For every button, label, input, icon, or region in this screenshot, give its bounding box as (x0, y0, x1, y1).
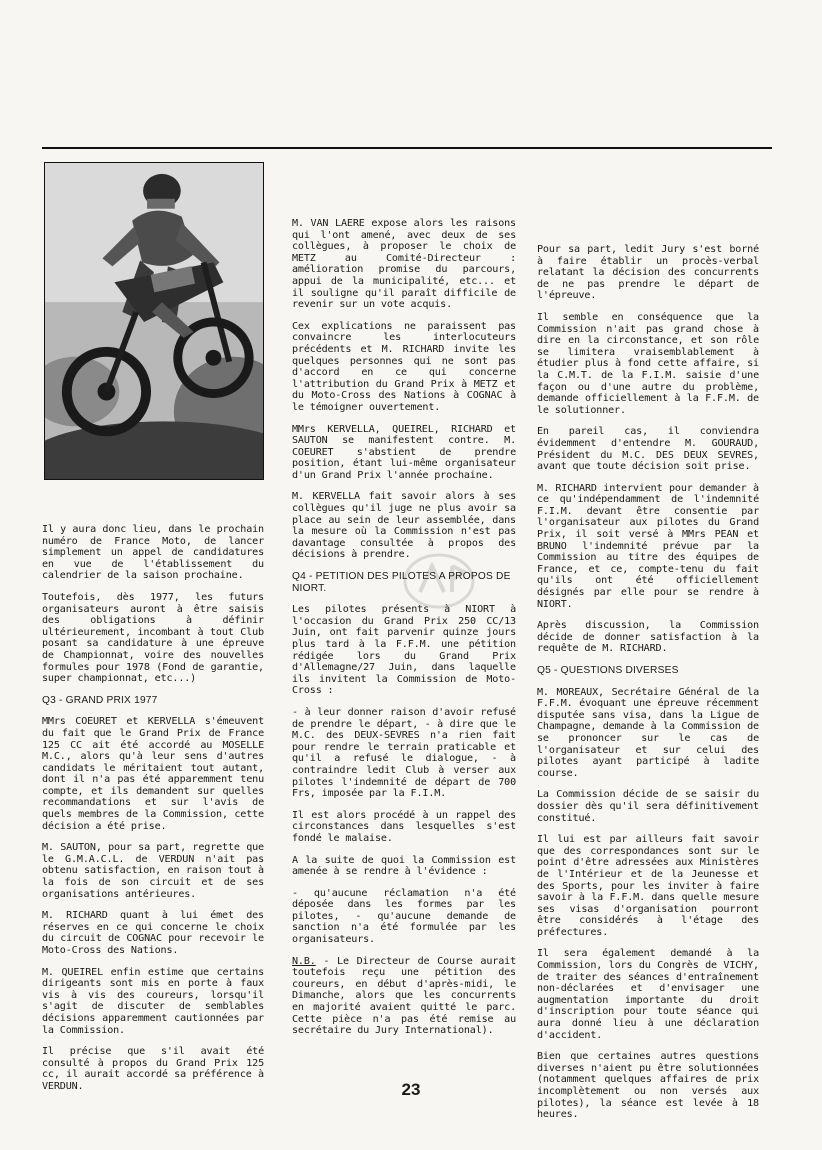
paragraph: M. VAN LAERE expose alors les raisons qui l'ont amené, avec deux de ses collègues, à proposer le choix de METZ au Comité-Directeur : amélioration promise du parcours, appui de la municipalité, etc... et il souligne qu'il paraît difficile de revenir sur un vote acquis. (292, 218, 516, 311)
column-3 (537, 244, 759, 1131)
paragraph: La Commission décide de se saisir du dossier dès qu'il sera définitivement constitué. (537, 789, 759, 824)
paragraph: En pareil cas, il conviendra évidemment d'entendre M. GOURAUD, Président du M.C. DES DEUX SEVRES, avant que toute décision soit prise. (537, 426, 759, 473)
paragraph: Il lui est par ailleurs fait savoir que des correspondances sont sur le point d'être adressées aux Ministères de l'Intérieur et de la Jeunesse et des Sports, pour les inviter à faire savoir à la F.F.M. dans quelle mesure ses visas d'organisation pourront être considérés à l'étage des préfectures. (537, 834, 759, 938)
column-2 (292, 218, 516, 1047)
paragraph: M. RICHARD quant à lui émet des réserves en ce qui concerne le choix du circuit de COGNAC pour recevoir le Moto-Cross des Nations. (42, 910, 264, 956)
paragraph: Il semble en conséquence que la Commission n'ait pas grand chose à dire en la circonstance, et son rôle se limitera vraisemblablement à étudier plus à fond cette affaire, si la C.M.T. de la F.I.M. saisie d'une façon ou d'une autre du problème, demande officiellement à la F.F.M. de le solutionner. (537, 311, 759, 416)
nb-label: N.B. (292, 955, 316, 967)
paragraph: M. KERVELLA fait savoir alors à ses collègues qu'il juge ne plus avoir sa place au sein de leur assemblée, dans la mesure où la Commission n'est pas davantage consultée à propos des décisions à prendre. (292, 491, 516, 561)
paragraph: Il précise que s'il avait été consulté à propos du Grand Prix 125 cc, il aurait accordé sa préférence à VERDUN. (42, 1046, 264, 1092)
column-1 (42, 524, 264, 1103)
paragraph: Il y aura donc lieu, dans le prochain numéro de France Moto, de lancer simplement un appel de candidatures en vue de l'établissement du calendrier de la saison prochaine. (42, 524, 264, 582)
top-rule (42, 147, 772, 149)
paragraph: Toutefois, dès 1977, les futurs organisateurs auront à être saisis des obligations à définir ultérieurement, incombant à tout Club posant sa candidature à une épreuve de Championnat, voire des nouvelles formules pour 1978 (Fond de garantie, super championnat, etc...) (42, 591, 264, 685)
paragraph: Il sera également demandé à la Commission, lors du Congrès de VICHY, de traiter des séances d'entraînement non-déclarées et d'envisager une augmentation importante du droit d'inscription pour toute séance qui aura donné lieu à une déclaration d'accident. (537, 948, 759, 1041)
section-heading-q3: Q3 - GRAND PRIX 1977 (42, 694, 158, 706)
paragraph: M. QUEIREL enfin estime que certains dirigeants sont mis en porte à faux vis à vis des coureurs, lorsqu'il s'agit de discuter de semblables décisions apparemment cautionnées par la Commission. (42, 966, 264, 1036)
paragraph: Il est alors procédé à un rappel des circonstances dans lesquelles s'est fondé le malaise. (292, 809, 516, 844)
paragraph: MMrs COEURET et KERVELLA s'émeuvent du fait que le Grand Prix de France 125 CC ait été accordé au MOSELLE M.C., alors qu'à leur sens d'autres candidats le méritaient tout autant, dont il n'a pas été apparemment tenu compte, et ils demandent sur quelles recommandations et sur l'avis de quels membres de la Commission, cette décision a été prise. (42, 716, 264, 832)
paragraph: Bien que certaines autres questions diverses n'aient pu être solutionnées (notamment quelques affaires de prix incomplètement ou non versés aux pilotes), la séance est levée à 18 heures. (537, 1051, 759, 1121)
paragraph: Après discussion, la Commission décide de donner satisfaction à la requête de M. RICHARD. (537, 620, 759, 655)
nb-text: - Le Directeur de Course aurait toutefois reçu une pétition des coureurs, en début d'après-midi, le Dimanche, alors que les concurrents en majorité avaient quitté le parc. Cette pièce n'a pas été remise au secrétaire du Jury International). (292, 955, 516, 1037)
motocross-rider-icon (45, 163, 263, 479)
paragraph: MMrs KERVELLA, QUEIREL, RICHARD et SAUTON se manifestent contre. M. COEURET s'abstient de prendre position, étant lui-même organisateur d'un Grand Prix l'année prochaine. (292, 423, 516, 481)
paragraph: A la suite de quoi la Commission est amenée à se rendre à l'évidence : (292, 854, 516, 878)
paragraph: M. MOREAUX, Secrétaire Général de la F.F.M. évoquant une épreuve récemment disputée sans visa, dans la Ligue de Champagne, demande à la Commission de se prononcer sur le cas de l'organisateur et sur celui des pilotes ayant participé à ladite course. (537, 686, 759, 779)
paragraph-nb (292, 956, 516, 1037)
section-heading-q5: Q5 - QUESTIONS DIVERSES (537, 665, 679, 676)
paragraph: - à leur donner raison d'avoir refusé de prendre le départ, - à dire que le M.C. des DEUX-SEVRES n'a rien fait pour rendre le terrain praticable et qu'il a refusé le dialogue, - à contraindre ledit Club à verser aux pilotes l'indemnité de départ de 700 Frs, imposée par la F.I.M. (292, 706, 516, 800)
paragraph: Cex explications ne paraissent pas convaincre les interlocuteurs précédents et M. RICHARD invite les quelques personnes qui ne sont pas d'accord en ce qui concerne l'attribution du Grand Prix à METZ et du Moto-Cross des Nations à COGNAC à le témoigner ouvertement. (292, 320, 516, 413)
section-heading-q4: Q4 - PETITION DES PILOTES A PROPOS DE NIORT. (292, 571, 511, 594)
motocross-rider-photo (44, 162, 264, 480)
paragraph: Les pilotes présents à NIORT à l'occasion du Grand Prix 250 CC/13 Juin, ont fait parvenir quinze jours plus tard à la F.F.M. une pétition rédigée lors du Grand Prix d'Allemagne/27 Juin, dans laquelle ils invitent la Commission de Moto-Cross : (292, 604, 516, 697)
paragraph: - qu'aucune réclamation n'a été déposée dans les formes par les pilotes, - qu'aucune demande de sanction n'a été formulée par les organisateurs. (292, 887, 516, 946)
page-number: 23 (401, 1080, 421, 1099)
paragraph: M. RICHARD intervient pour demander à ce qu'indépendamment de l'indemnité F.I.M. devant être consentie par l'organisateur aux pilotes du Grand Prix, il soit versé à MMrs PEAN et BRUNO l'indemnité prévue par la Commission au titre des équipes de France, et ce, compte-tenu du fait qu'ils ont été officiellement désignés par elle pour se rendre à NIORT. (537, 482, 759, 610)
paragraph: M. SAUTON, pour sa part, regrette que le G.M.A.C.L. de VERDUN n'ait pas obtenu satisfaction, en raison tout à la fois de son circuit et de ses organisations antérieures. (42, 842, 264, 900)
paragraph: Pour sa part, ledit Jury s'est borné à faire établir un procès-verbal relatant la décision des concurrents de ne pas prendre le départ de l'épreuve. (537, 244, 759, 302)
